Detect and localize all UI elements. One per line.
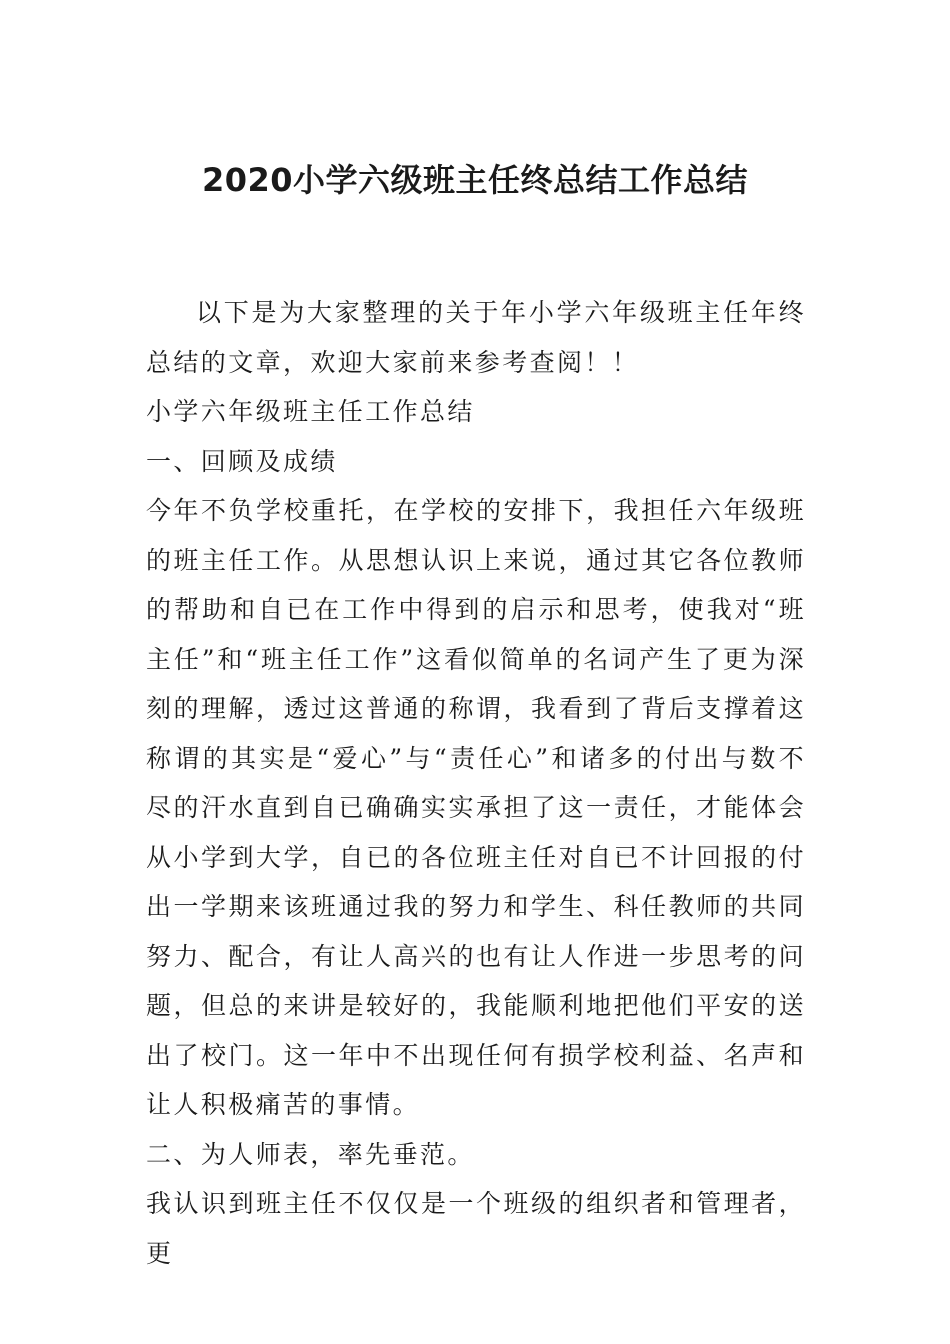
subsection-heading-role-model: 二、为人师表，率先垂范。 [146,1139,475,1169]
document-body [146,288,806,1278]
body-paragraph: 今年不负学校重托，在学校的安排下，我担任六年级班的班主任工作。从思想认识上来说，通过其它各位教师的帮助和自已在工作中得到的启示和思考，使我对“班主任”和“班主任工作”这看似简单的名词产生了更为深刻的理解，透过这普通的称谓，我看到了背后支撑着这称谓的其实是“爱心”与“责任心”和诸多的付出与数不尽的汗水直到自已确确实实承担了这一责任，才能体会从小学到大学，自已的各位班主任对自已不计回报的付出一学期来该班通过我的努力和学生、科任教师的共同努力、配合，有让人高兴的也有让人作进一步思考的问题，但总的来讲是较好的，我能顺利地把他们平安的送出了校门。这一年中不出现任何有损学校利益、名声和让人积极痛苦的事情。 [146,496,806,1119]
document-title: 2020小学六级班主任终总结工作总结 [201,161,749,199]
subsection-heading-review: 一、回顾及成绩 [146,446,338,476]
intro-paragraph: 以下是为大家整理的关于年小学六年级班主任年终总结的文章，欢迎大家前来参考查阅！！ [146,298,806,377]
body-paragraph: 我认识到班主任不仅仅是一个班级的组织者和管理者，更 [146,1189,806,1268]
section-heading: 小学六年级班主任工作总结 [146,397,475,426]
